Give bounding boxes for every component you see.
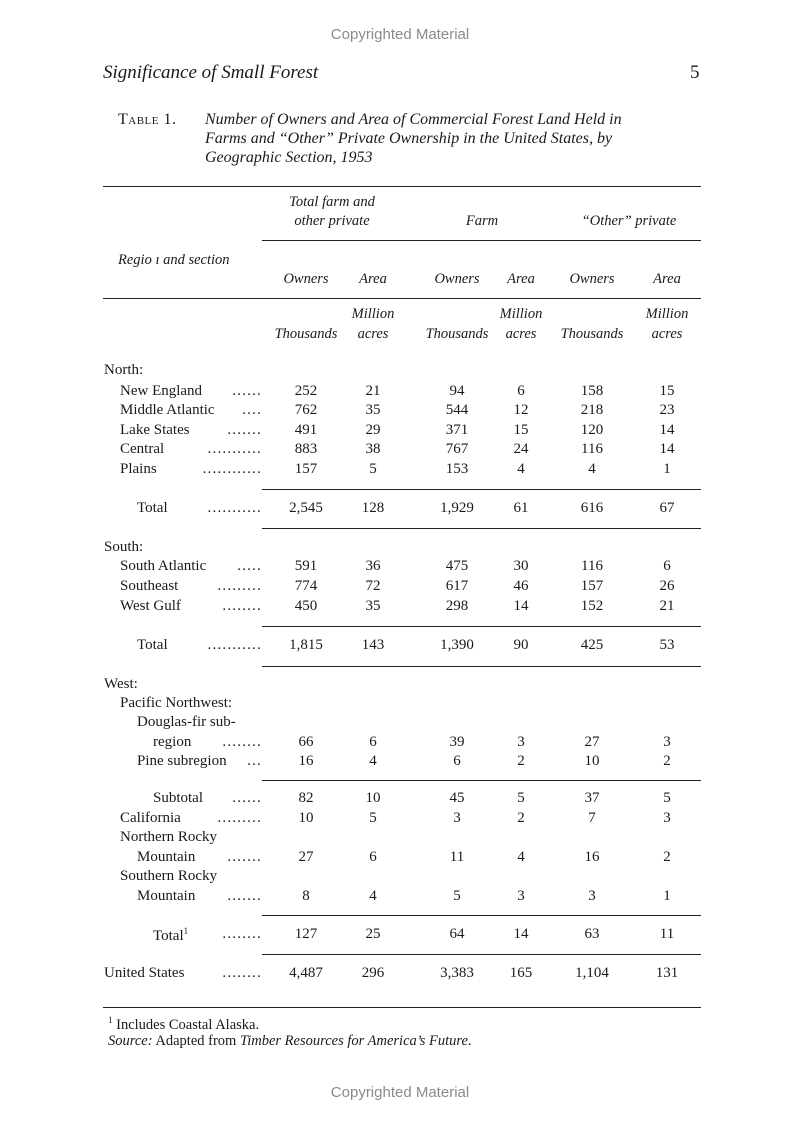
cell-value: 1,815 (289, 637, 323, 653)
cell-value: 767 (445, 441, 469, 457)
cell-value: 5 (369, 461, 377, 477)
column-unit: Million (351, 306, 395, 322)
row-label-text: Central (120, 441, 165, 457)
row-label-text: Mountain (137, 849, 196, 865)
total-rule (262, 626, 701, 627)
row-label (137, 714, 236, 731)
cell-value: 90 (513, 637, 529, 653)
leader-dots: ........... (207, 637, 262, 653)
cell-value: 1 (663, 888, 671, 904)
cell-value: 6 (453, 753, 461, 769)
row-label-text: Douglas-fir sub- (137, 714, 236, 730)
leader-dots: ........... (207, 441, 262, 457)
cell-value: 296 (361, 965, 385, 981)
stub-header: Regio ı and section (118, 252, 230, 268)
leader-dots: ....... (227, 422, 262, 438)
cell-value: 591 (294, 558, 318, 574)
row-label (104, 539, 143, 556)
cell-value: 5 (663, 790, 671, 806)
cell-value: 157 (580, 578, 604, 594)
cell-value: 14 (659, 422, 675, 438)
cell-value: 3 (453, 810, 461, 826)
cell-value: 36 (365, 558, 381, 574)
cell-value: 544 (445, 402, 469, 418)
cell-value: 120 (580, 422, 604, 438)
row-label (120, 695, 232, 712)
cell-value: 617 (445, 578, 469, 594)
row-label-text: Subtotal (153, 790, 204, 806)
cell-value: 127 (294, 926, 318, 942)
cell-value: 14 (513, 926, 529, 942)
caption-label (118, 110, 177, 129)
cell-value: 2,545 (289, 500, 323, 516)
row-label-text: New England (120, 383, 203, 399)
total-rule (262, 915, 701, 916)
row-label (120, 829, 217, 846)
row-label (120, 810, 181, 827)
cell-value: 14 (659, 441, 675, 457)
cell-value: 45 (449, 790, 465, 806)
column-unit: Million (645, 306, 689, 322)
leader-dots: ............ (202, 461, 262, 477)
group-header-total (262, 193, 402, 231)
row-label (104, 362, 143, 379)
column-unit: acres (505, 326, 537, 342)
cell-value: 11 (659, 926, 675, 942)
group-header-farm (412, 212, 552, 231)
row-label-text: Total (153, 928, 184, 944)
row-label-text: Pine subregion (137, 753, 227, 769)
cell-value: 6 (663, 558, 671, 574)
row-label-text: Mountain (137, 888, 196, 904)
leader-dots: ........ (222, 965, 262, 981)
cell-value: 2 (517, 753, 525, 769)
row-label-text: Northern Rocky (120, 829, 218, 845)
group-header-rule (262, 240, 701, 241)
row-label (137, 637, 168, 654)
table-top-rule (103, 186, 701, 187)
cell-value: 67 (659, 500, 675, 516)
table-bottom-rule (103, 1007, 701, 1008)
footnote-1 (108, 1015, 259, 1034)
cell-value: 39 (449, 734, 465, 750)
cell-value: 24 (513, 441, 529, 457)
cell-value: 10 (584, 753, 600, 769)
cell-value: 1,929 (440, 500, 474, 516)
cell-value: 27 (298, 849, 314, 865)
row-label-text: Middle Atlantic (120, 402, 215, 418)
cell-value: 63 (584, 926, 600, 942)
row-label (120, 578, 178, 595)
cell-value: 6 (517, 383, 525, 399)
row-label (153, 734, 191, 751)
cell-value: 152 (580, 598, 604, 614)
cell-value: 762 (294, 402, 318, 418)
column-header: Area (653, 271, 681, 287)
cell-value: 425 (580, 637, 604, 653)
cell-value: 4 (517, 849, 525, 865)
column-header: Owners (569, 271, 615, 287)
cell-value: 2 (663, 849, 671, 865)
cell-value: 25 (365, 926, 381, 942)
group-header-line: Farm (465, 213, 499, 229)
cell-value: 21 (365, 383, 381, 399)
row-label-text: Southern Rocky (120, 868, 218, 884)
cell-value: 116 (581, 558, 603, 574)
cell-value: 2 (517, 810, 525, 826)
cell-value: 158 (580, 383, 604, 399)
cell-value: 30 (513, 558, 529, 574)
cell-value: 450 (294, 598, 318, 614)
leader-dots: ...... (232, 790, 262, 806)
row-label-text: South Atlantic (120, 558, 207, 574)
row-label (120, 441, 164, 458)
cell-value: 252 (294, 383, 318, 399)
cell-value: 116 (581, 441, 603, 457)
column-header: Area (507, 271, 535, 287)
row-label-text: West: (104, 676, 138, 692)
row-label (120, 558, 206, 575)
group-header-line: “Other” private (581, 213, 677, 229)
cell-value: 12 (513, 402, 529, 418)
column-unit: Thousands (425, 326, 489, 342)
cell-value: 1,390 (440, 637, 474, 653)
cell-value: 14 (513, 598, 529, 614)
cell-value: 4 (369, 888, 377, 904)
row-label (153, 790, 203, 807)
cell-value: 23 (659, 402, 675, 418)
footnote-ref: 1 (183, 926, 189, 936)
column-unit: acres (651, 326, 683, 342)
caption-line: Number of Owners and Area of Commercial Forest Land Held in (205, 111, 622, 128)
caption-line: Farms and “Other” Private Ownership in the United States, by (205, 130, 613, 147)
cell-value: 4 (517, 461, 525, 477)
cell-value: 883 (294, 441, 318, 457)
cell-value: 82 (298, 790, 314, 806)
cell-value: 7 (588, 810, 596, 826)
row-label-text: region (153, 734, 192, 750)
source-label: Source: (108, 1033, 153, 1049)
row-label (137, 500, 168, 517)
column-unit: acres (357, 326, 389, 342)
cell-value: 4 (588, 461, 596, 477)
cell-value: 8 (302, 888, 310, 904)
row-label-text: West Gulf (120, 598, 181, 614)
watermark-bottom: Copyrighted Material (330, 1084, 470, 1101)
column-header: Area (359, 271, 387, 287)
cell-value: 6 (369, 849, 377, 865)
cell-value: 16 (298, 753, 314, 769)
cell-value: 6 (369, 734, 377, 750)
cell-value: 131 (655, 965, 679, 981)
cell-value: 72 (365, 578, 381, 594)
table-caption (118, 110, 703, 167)
row-label-text: California (120, 810, 181, 826)
row-label (120, 383, 202, 400)
row-label-text: North: (104, 362, 144, 378)
row-label-text: United States (104, 965, 185, 981)
leader-dots: ..... (237, 558, 262, 574)
row-label (120, 598, 181, 615)
cell-value: 26 (659, 578, 675, 594)
group-header-line: Total farm and (289, 194, 375, 210)
row-label (120, 461, 157, 478)
footnote-marker: 1 (108, 1015, 113, 1025)
cell-value: 21 (659, 598, 675, 614)
footnote-text: Includes Coastal Alaska. (112, 1016, 260, 1033)
row-label (104, 676, 138, 693)
cell-value: 3 (663, 810, 671, 826)
cell-value: 66 (298, 734, 314, 750)
column-unit: Million (499, 306, 543, 322)
row-label (104, 965, 184, 982)
page-number: 5 (690, 62, 700, 83)
caption-label-word: Table (118, 111, 159, 128)
column-header-rule (103, 298, 701, 299)
leader-dots: ......... (217, 810, 262, 826)
cell-value: 11 (449, 849, 465, 865)
cell-value: 16 (584, 849, 600, 865)
cell-value: 157 (294, 461, 318, 477)
row-label (137, 753, 227, 770)
cell-value: 143 (361, 637, 385, 653)
row-label-text: Pacific Northwest: (120, 695, 233, 711)
cell-value: 64 (449, 926, 465, 942)
source-note (108, 1033, 472, 1050)
cell-value: 29 (365, 422, 381, 438)
leader-dots: ........ (222, 926, 262, 942)
cell-value: 2 (663, 753, 671, 769)
row-label (120, 422, 190, 439)
cell-value: 3 (588, 888, 596, 904)
total-rule (262, 489, 701, 490)
cell-value: 3,383 (440, 965, 474, 981)
cell-value: 10 (298, 810, 314, 826)
group-header-line: other private (294, 213, 370, 229)
cell-value: 5 (517, 790, 525, 806)
cell-value: 165 (509, 965, 533, 981)
row-label (120, 868, 217, 885)
cell-value: 298 (445, 598, 469, 614)
row-label (120, 402, 215, 419)
column-unit: Thousands (274, 326, 338, 342)
column-header: Owners (283, 271, 329, 287)
running-title: Significance of Small Forest (103, 62, 319, 83)
row-label-text: Plains (120, 461, 157, 477)
cell-value: 4 (369, 753, 377, 769)
row-label (137, 888, 195, 905)
cell-value: 5 (369, 810, 377, 826)
total-rule (262, 666, 701, 667)
total-rule (262, 528, 701, 529)
cell-value: 10 (365, 790, 381, 806)
leader-dots: ......... (217, 578, 262, 594)
row-label-text: South: (104, 539, 144, 555)
cell-value: 94 (449, 383, 465, 399)
source-title: Timber Resources for America’s Future (239, 1033, 468, 1049)
cell-value: 218 (580, 402, 604, 418)
cell-value: 46 (513, 578, 529, 594)
watermark-top: Copyrighted Material (330, 26, 470, 43)
source-end: . (467, 1033, 472, 1049)
cell-value: 15 (513, 422, 529, 438)
cell-value: 5 (453, 888, 461, 904)
cell-value: 491 (294, 422, 318, 438)
leader-dots: ........ (222, 734, 262, 750)
cell-value: 774 (294, 578, 318, 594)
cell-value: 61 (513, 500, 529, 516)
cell-value: 38 (365, 441, 381, 457)
row-label-text: Total (137, 500, 168, 516)
column-header: Owners (434, 271, 480, 287)
cell-value: 1,104 (575, 965, 609, 981)
cell-value: 27 (584, 734, 600, 750)
leader-dots: .... (242, 402, 262, 418)
cell-value: 153 (445, 461, 469, 477)
leader-dots: ........ (222, 598, 262, 614)
row-label-text: Lake States (120, 422, 190, 438)
cell-value: 3 (517, 734, 525, 750)
cell-value: 3 (517, 888, 525, 904)
cell-value: 15 (659, 383, 675, 399)
cell-value: 371 (445, 422, 469, 438)
leader-dots: ... (247, 753, 262, 769)
cell-value: 1 (663, 461, 671, 477)
cell-value: 475 (445, 558, 469, 574)
cell-value: 3 (663, 734, 671, 750)
row-label (137, 849, 195, 866)
cell-value: 35 (365, 402, 381, 418)
cell-value: 128 (361, 500, 385, 516)
leader-dots: ........... (207, 500, 262, 516)
cell-value: 37 (584, 790, 600, 806)
row-label (153, 926, 188, 945)
source-text: Adapted from (152, 1033, 240, 1049)
cell-value: 35 (365, 598, 381, 614)
row-label-text: Southeast (120, 578, 179, 594)
caption-number: 1. (163, 111, 177, 128)
cell-value: 53 (659, 637, 675, 653)
total-rule (262, 780, 701, 781)
row-label-text: Total (137, 637, 168, 653)
total-rule (262, 954, 701, 955)
column-unit: Thousands (560, 326, 624, 342)
cell-value: 4,487 (289, 965, 323, 981)
leader-dots: ...... (232, 383, 262, 399)
leader-dots: ....... (227, 849, 262, 865)
leader-dots: ....... (227, 888, 262, 904)
cell-value: 616 (580, 500, 604, 516)
caption-line: Geographic Section, 1953 (205, 149, 373, 166)
group-header-other (558, 212, 700, 231)
